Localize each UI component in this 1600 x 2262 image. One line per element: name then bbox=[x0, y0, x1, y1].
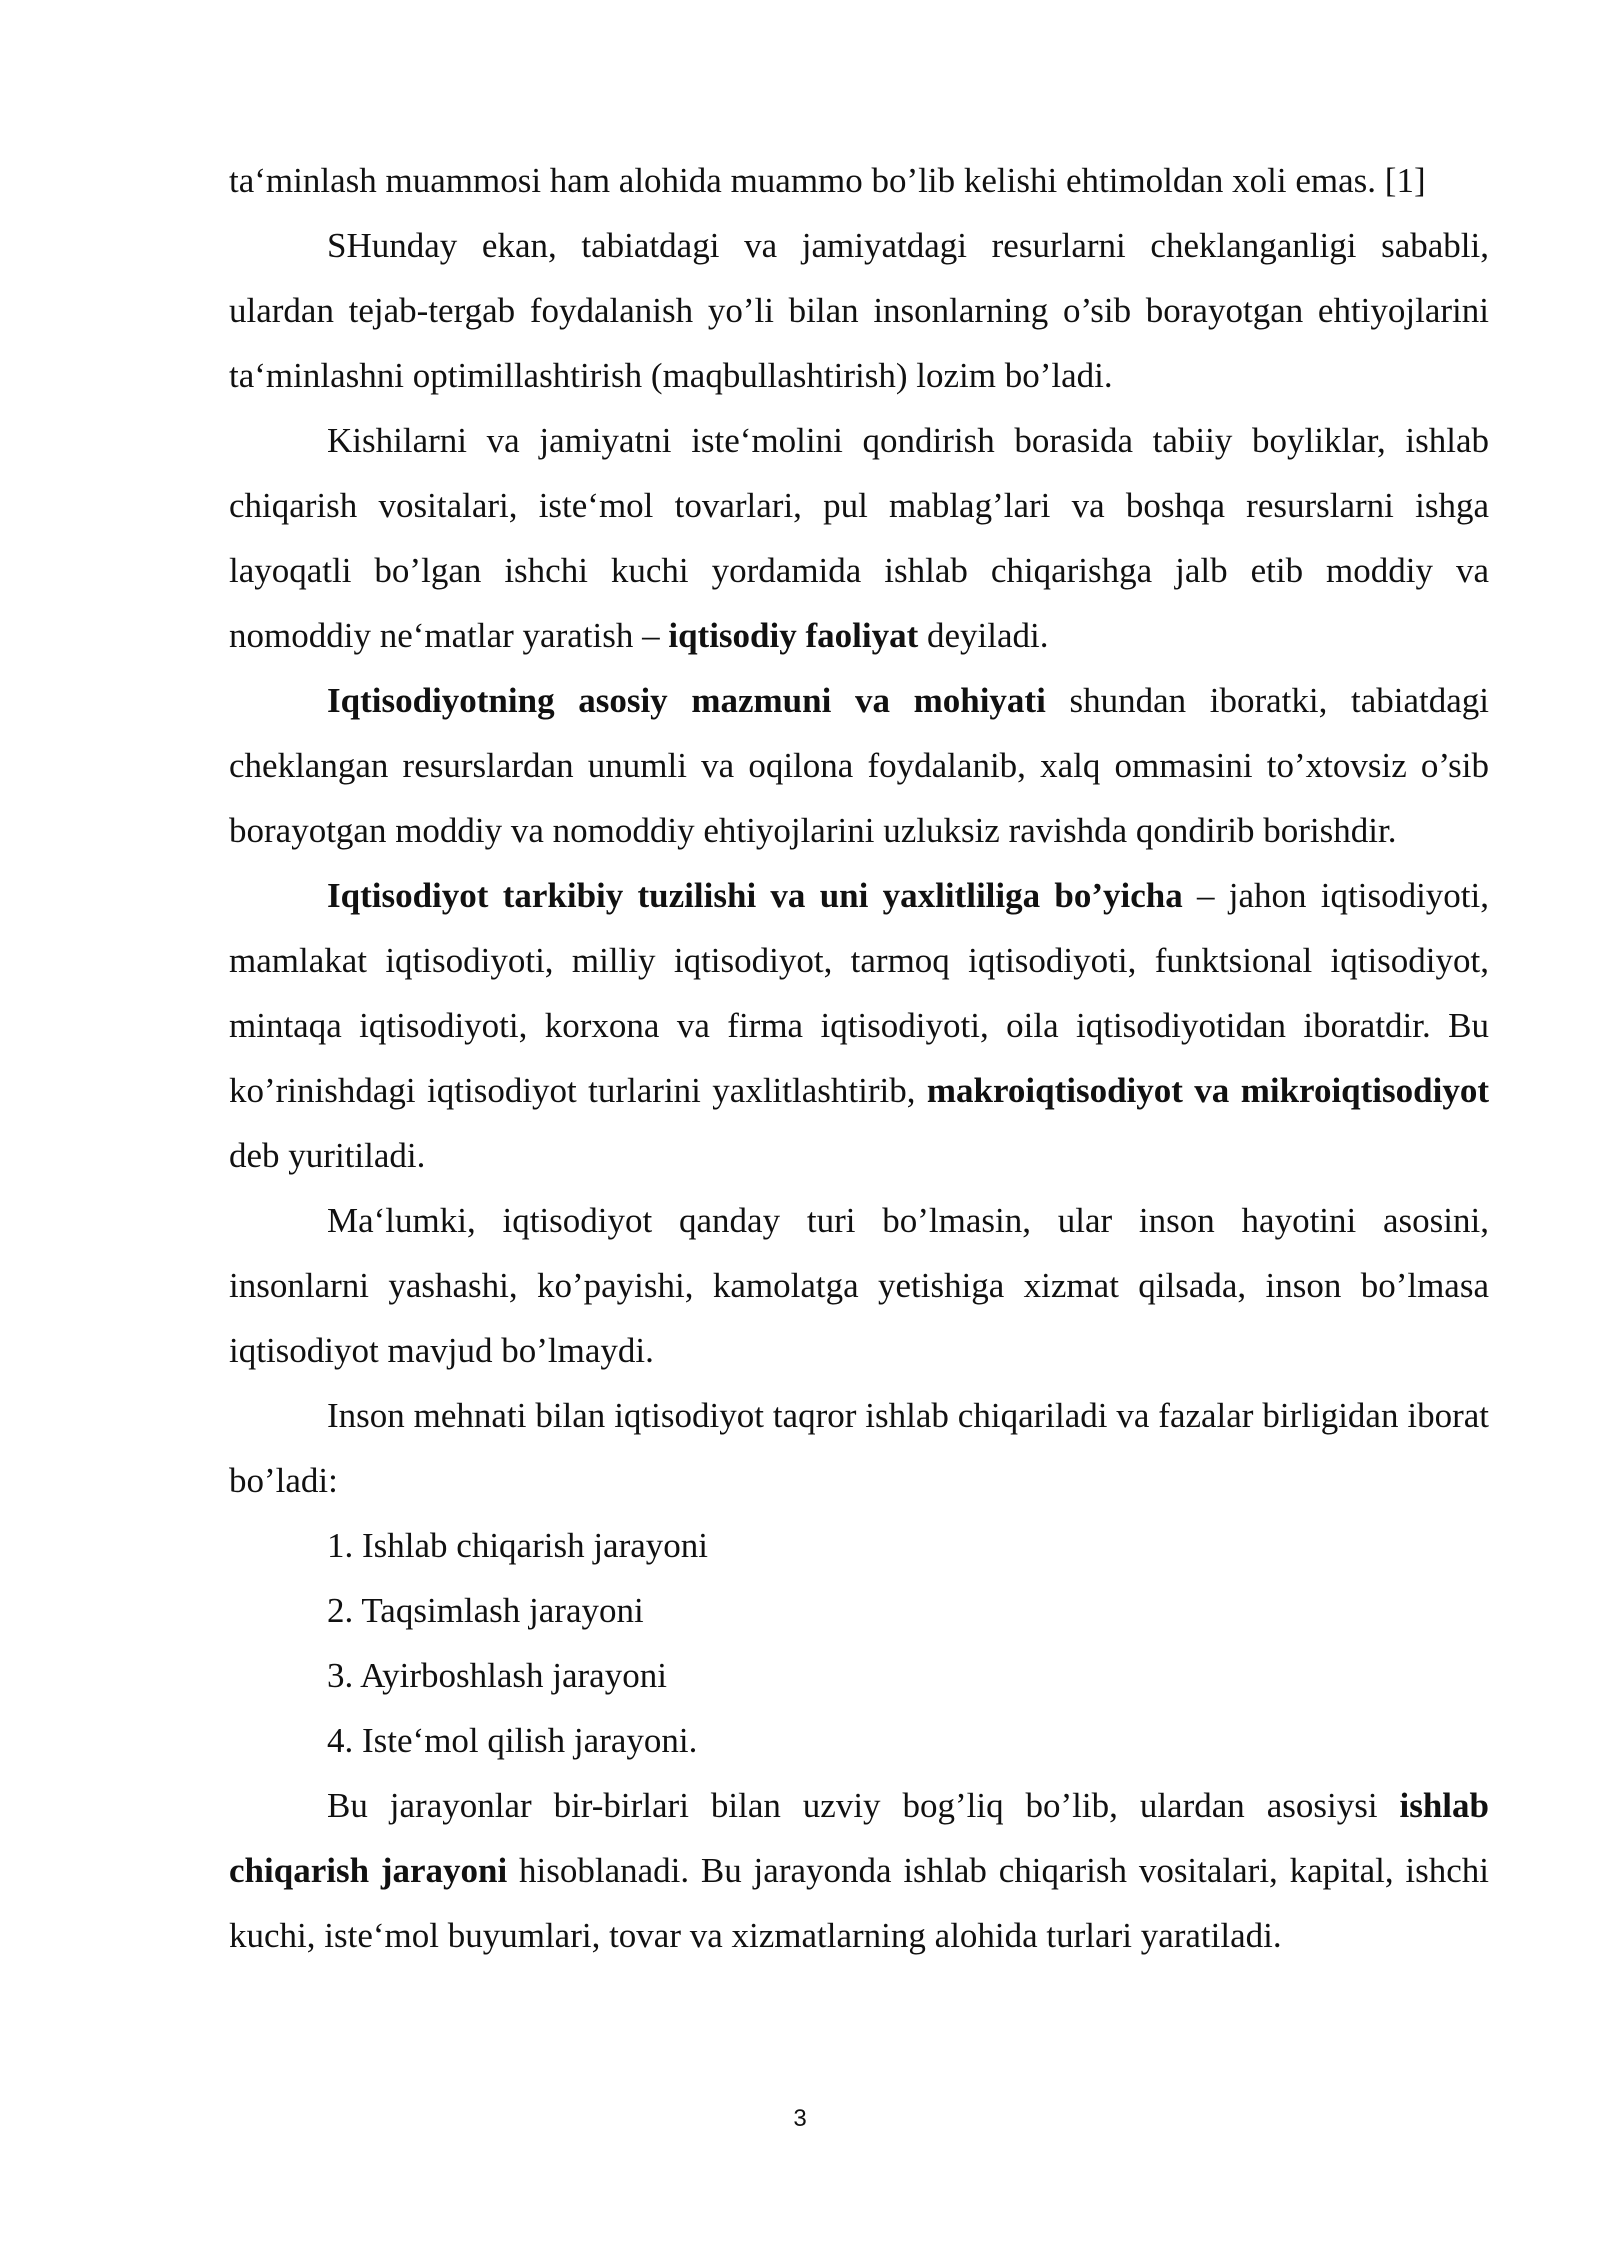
paragraph-4-text-after: shundan iboratki, tabiatdagi cheklangan resurslardan unumli va oqilona foydalanib, xalq ommasini to’xtovsiz o’sib borayotgan moddiy va nomoddiy ehtiyojlarini uzluksiz ravishda qondirib borishdir. bbox=[229, 681, 1489, 850]
term-iqtisodiyot-mazmuni: Iqtisodiyotning asosiy mazmuni va mohiyati bbox=[327, 681, 1046, 720]
list-item-3: 3. Ayirboshlash jarayoni bbox=[327, 1656, 667, 1695]
term-tarkibiy-tuzilishi: Iqtisodiyot tarkibiy tuzilishi va uni yaxlitliliga bo’yicha bbox=[327, 876, 1183, 915]
paragraph-8 bbox=[229, 1773, 1489, 1968]
list-item-4: 4. Iste‘mol qilish jarayoni. bbox=[327, 1721, 698, 1760]
term-ishlab-chiqarish-jarayoni: ishlab chiqarish jarayoni bbox=[229, 1786, 1489, 1890]
paragraph-8-text-after: hisoblanadi. Bu jarayonda ishlab chiqarish vositalari, kapital, ishchi kuchi, iste‘mol buyumlari, tovar va xizmatlarning alohida turlari yaratiladi. bbox=[229, 1851, 1489, 1955]
paragraph-3 bbox=[229, 408, 1489, 668]
paragraph-5 bbox=[229, 863, 1489, 1188]
paragraph-8-text-before: Bu jarayonlar bir-birlari bilan uzviy bog’liq bo’lib, ulardan asosiysi bbox=[327, 1786, 1400, 1825]
paragraph-6: Ma‘lumki, iqtisodiyot qanday turi bo’lmasin, ular inson hayotini asosini, insonlarni yashashi, ko’payishi, kamolatga yetishiga xizmat qilsada, inson bo’lmasa iqtisodiyot mavjud bo’lmaydi. bbox=[229, 1201, 1489, 1370]
paragraph-4 bbox=[229, 668, 1489, 863]
list-item-1: 1. Ishlab chiqarish jarayoni bbox=[327, 1526, 709, 1565]
document-page bbox=[229, 148, 1489, 1968]
paragraph-3-text-after: deyiladi. bbox=[918, 616, 1049, 655]
paragraph-1: ta‘minlash muammosi ham alohida muammo bo’lib kelishi ehtimoldan xoli emas. [1] bbox=[229, 161, 1426, 200]
list-item-2: 2. Taqsimlash jarayoni bbox=[327, 1591, 644, 1630]
paragraph-2: SHunday ekan, tabiatdagi va jamiyatdagi resurlarni cheklanganligi sababli, ulardan tejab-tergab foydalanish yo’li bilan insonlarning o’sib borayotgan ehtiyojlarini ta‘minlashni optimillashtirish (maqbullashtirish) lozim bo’ladi. bbox=[229, 226, 1489, 395]
term-makro-mikro: makroiqtisodiyot va mikroiqtisodiyot bbox=[926, 1071, 1489, 1110]
term-iqtisodiy-faoliyat: iqtisodiy faoliyat bbox=[668, 616, 919, 655]
paragraph-7: Inson mehnati bilan iqtisodiyot taqror ishlab chiqariladi va fazalar birligidan iborat bo’ladi: bbox=[229, 1396, 1489, 1500]
paragraph-3-text-before: Kishilarni va jamiyatni iste‘molini qondirish borasida tabiiy boyliklar, ishlab chiqarish vositalari, iste‘mol tovarlari, pul mablag’lari va boshqa resurslarni ishga layoqatli bo’lgan ishchi kuchi yordamida ishlab chiqarishga jalb etib moddiy va nomoddiy ne‘matlar yaratish – bbox=[229, 421, 1489, 655]
paragraph-5-text-after: deb yuritiladi. bbox=[229, 1136, 426, 1175]
paragraph-5-text-middle: – jahon iqtisodiyoti, mamlakat iqtisodiyoti, milliy iqtisodiyot, tarmoq iqtisodiyoti, funktsional iqtisodiyot, mintaqa iqtisodiyoti, korxona va firma iqtisodiyoti, oila iqtisodiyotidan iboratdir. Bu ko’rinishdagi iqtisodiyot turlarini yaxlitlashtirib, bbox=[229, 876, 1490, 1110]
page-number: 3 bbox=[793, 2105, 807, 2132]
